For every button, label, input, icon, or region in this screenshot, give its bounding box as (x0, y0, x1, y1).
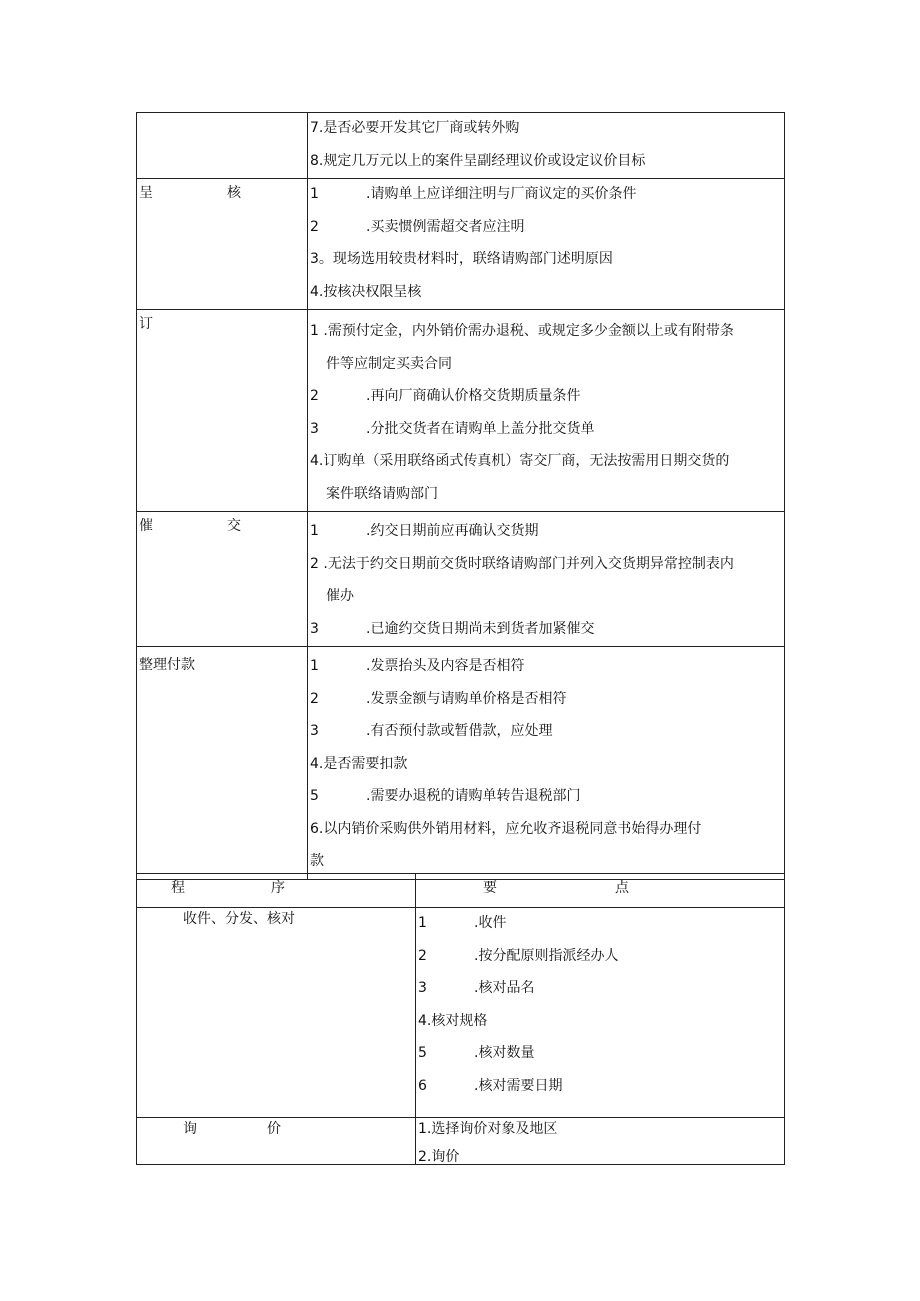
row-label-cell (137, 647, 308, 880)
list-item: 3。 现场选用较贵材料时，联络请购部门述明原因 (310, 251, 613, 267)
procurement-table-lower (136, 873, 785, 1165)
row-label-cell (137, 179, 308, 310)
list-item: 3 .分批交货者在请购单上盖分批交货单 (310, 420, 595, 437)
procedure-cell (137, 908, 416, 1118)
list-item: 2 .发票金额与请购单价格是否相符 (310, 690, 567, 707)
table-row (137, 113, 785, 179)
procedure-label: 收件、分发、核对 (183, 911, 295, 927)
procedure-cell (137, 1118, 416, 1165)
column-header: 要 点 (483, 880, 629, 896)
row-points-cell (308, 647, 785, 880)
list-item: 2 .无法于约交日期前交货时联络请购部门并列入交货期异常控制表内 (310, 555, 734, 572)
list-item-continuation: 件等应制定买卖合同 (326, 355, 452, 372)
list-item: 4. 按核决权限呈核 (310, 283, 422, 300)
list-item: 6 .核对需要日期 (418, 1077, 563, 1094)
row-label-cell (137, 310, 308, 512)
header-cell-points (416, 874, 785, 908)
list-item: 4.订购单（采用联络函式传真机）寄交厂商，无法按需用日期交货的 (310, 453, 730, 469)
list-item: 8. 规定几万元以上的案件呈副经理议价或设定议价目标 (310, 152, 646, 169)
table-row (137, 512, 785, 647)
list-item: 3 .有否预付款或暂借款，应处理 (310, 723, 553, 739)
list-item: 1 .收件 (418, 915, 507, 931)
list-item-continuation: 款 (310, 853, 324, 869)
list-item-continuation: 催办 (326, 588, 354, 604)
row-label: 催 交 (139, 518, 241, 534)
table-row (137, 1118, 785, 1165)
row-points-cell (308, 113, 785, 179)
list-item: 1 .发票抬头及内容是否相符 (310, 658, 525, 674)
header-cell-procedure (137, 874, 416, 908)
table-row (137, 179, 785, 310)
list-item: 1 .约交日期前应再确认交货期 (310, 523, 539, 539)
list-item: 1 .请购单上应详细注明与厂商议定的买价条件 (310, 186, 637, 202)
list-item-continuation: 案件联络请购部门 (326, 485, 438, 502)
column-header: 程 序 (171, 880, 285, 896)
procurement-table-upper (136, 112, 785, 880)
list-item: 3 .核对品名 (418, 980, 535, 996)
list-item: 2 .买卖惯例需超交者应注明 (310, 218, 525, 235)
list-item: 5 .需要办退税的请购单转告退税部门 (310, 788, 581, 804)
list-item: 7. 是否必要开发其它厂商或转外购 (310, 120, 520, 136)
list-item: 3 .已逾约交货日期尚未到货者加紧催交 (310, 620, 595, 637)
row-points-cell (308, 310, 785, 512)
row-label-cell (137, 113, 308, 179)
list-item: 2 .再向厂商确认价格交货期质量条件 (310, 388, 581, 404)
table-row (137, 908, 785, 1118)
list-item: 1. 选择询价对象及地区 (418, 1121, 558, 1137)
list-item: 1 .需预付定金，内外销价需办退税、或规定多少金额以上或有附带条 (310, 323, 734, 339)
list-item: 4. 核对规格 (418, 1012, 488, 1029)
row-label: 订 (139, 316, 153, 332)
row-label-cell (137, 512, 308, 647)
list-item: 4. 是否需要扣款 (310, 755, 408, 772)
table-row (137, 310, 785, 512)
row-label: 呈 核 (139, 185, 241, 201)
row-points-cell (308, 512, 785, 647)
list-item: 2 .按分配原则指派经办人 (418, 947, 619, 964)
table-header-row (137, 874, 785, 908)
points-cell (416, 1118, 785, 1165)
row-label: 整理付款 (139, 657, 195, 673)
list-item: 6.以内销价采购供外销用材料，应允收齐退税同意书始得办理付 (310, 820, 702, 837)
list-item: 2. 询价 (418, 1149, 460, 1165)
procedure-label: 询 价 (183, 1121, 281, 1137)
table-row (137, 647, 785, 880)
row-points-cell (308, 179, 785, 310)
list-item: 5 .核对数量 (418, 1045, 535, 1061)
points-cell (416, 908, 785, 1118)
